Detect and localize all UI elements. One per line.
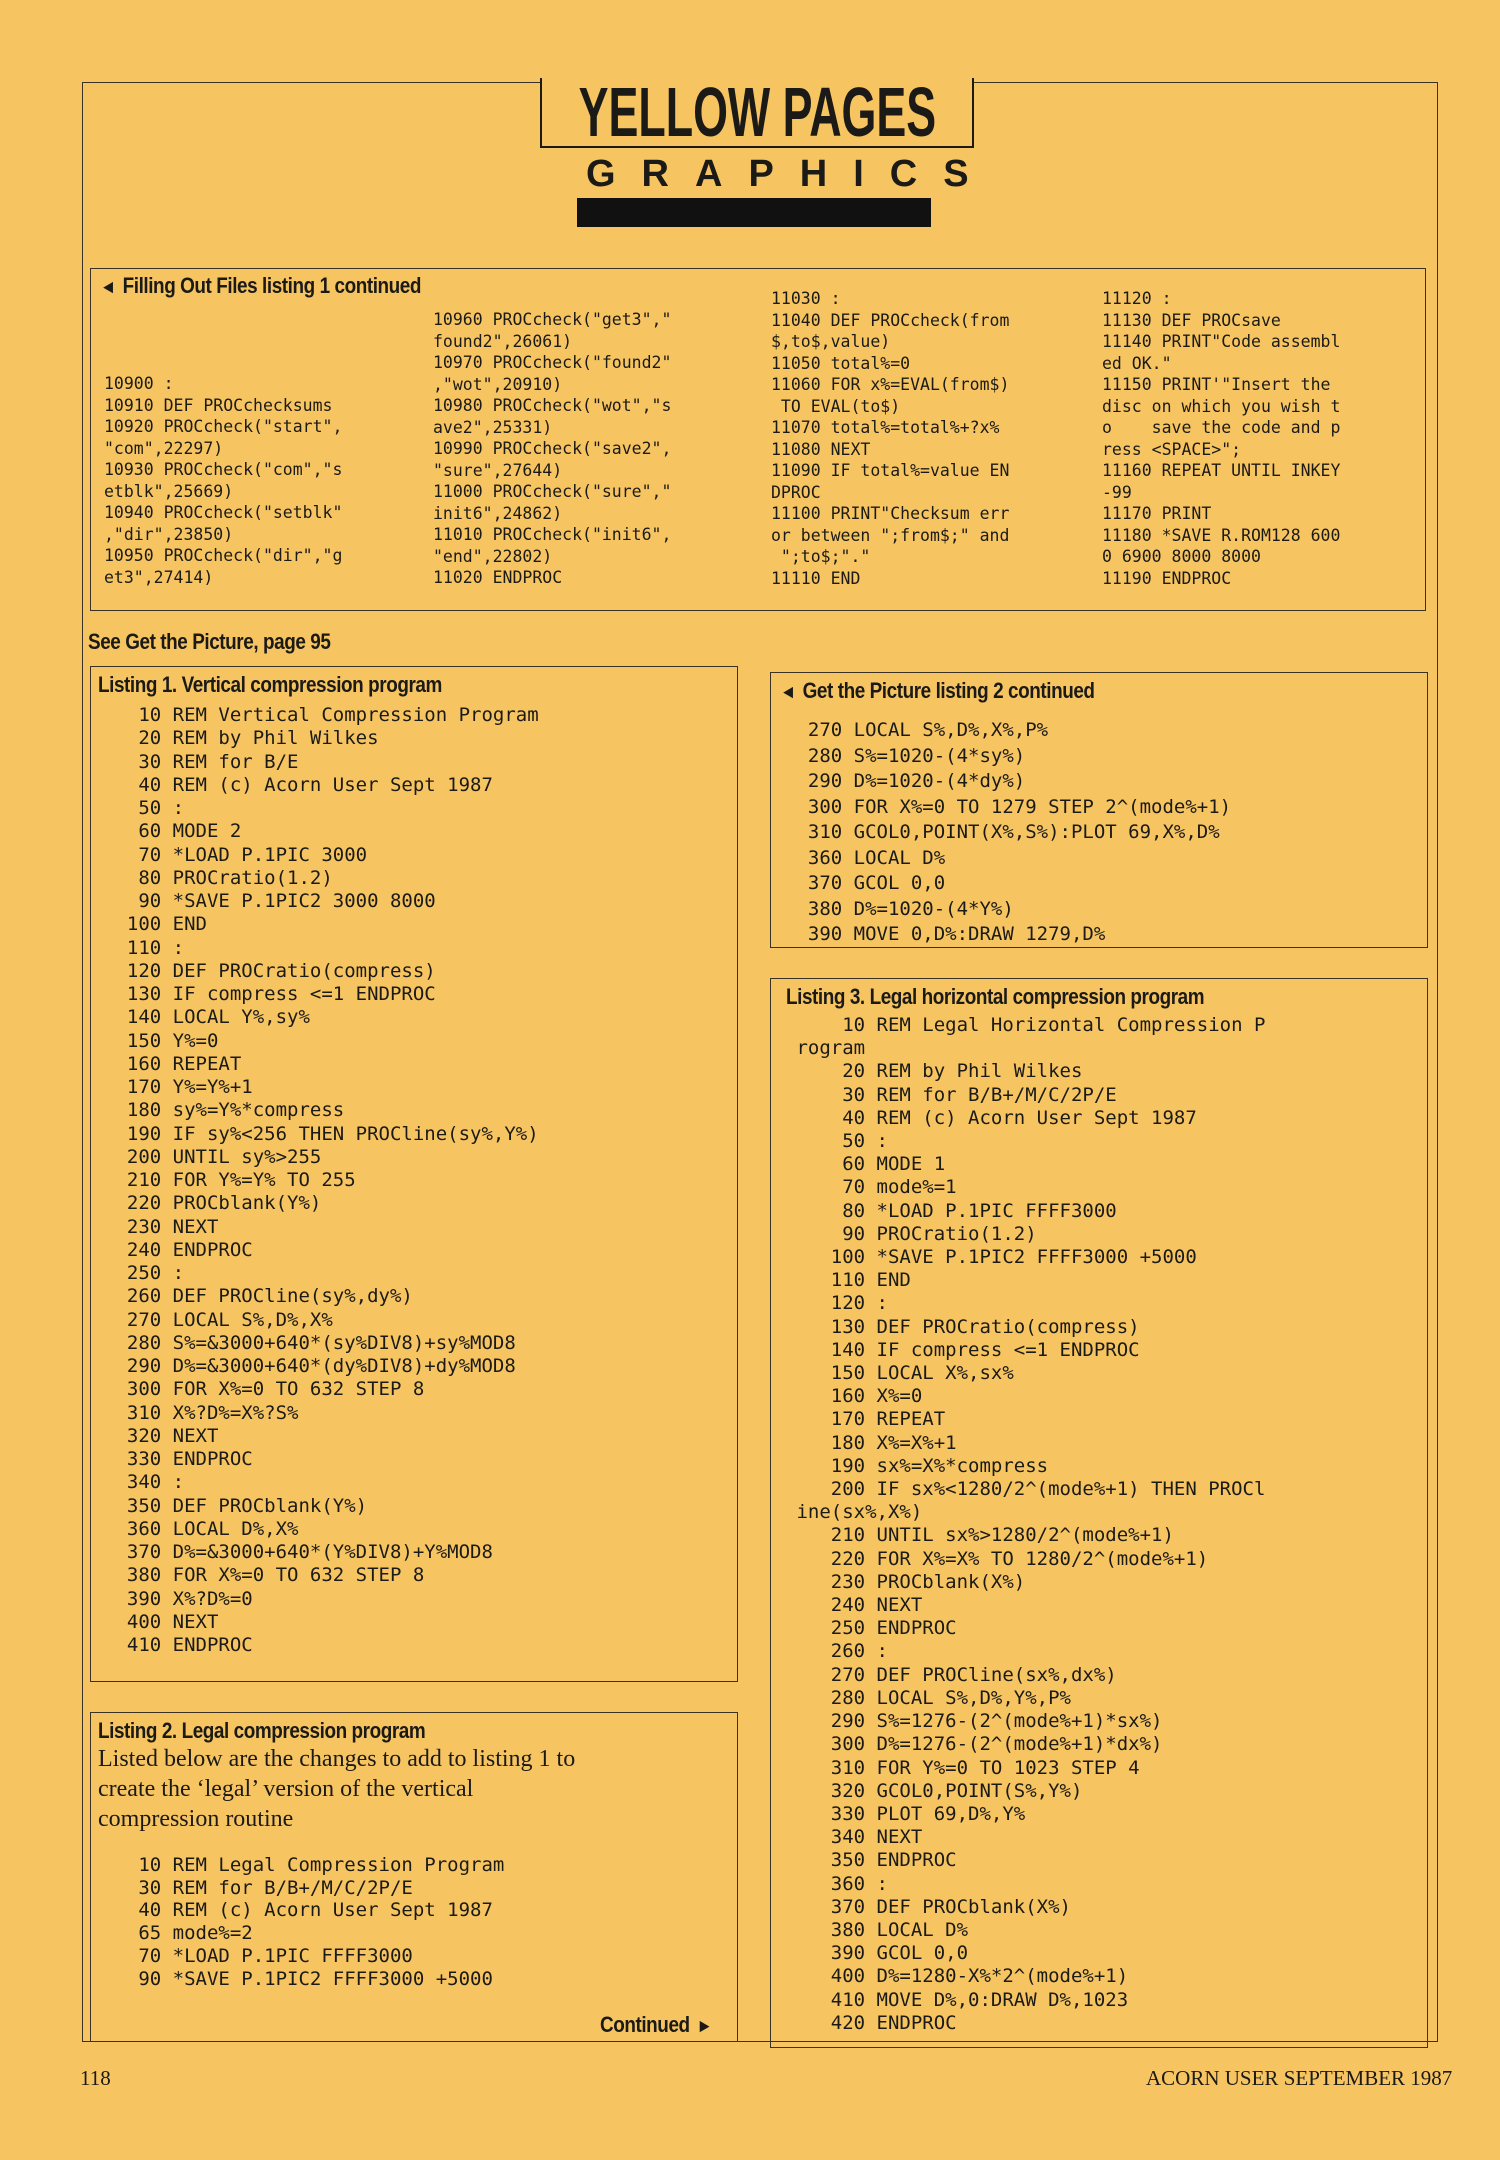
- listing1-code: 10 REM Vertical Compression Program 20 REM by Phil Wilkes 30 REM for B/E 40 REM (c) Acorn User Sept 1987 50 : 60 MODE 2 70 *LOAD P.1PIC 3000 80 PROCratio(1.2) 90 *SAVE P.1PIC2 3000 8000 100 END 110 : 120 DEF PROCratio(compress) 130 IF compress <=1 ENDPROC 140 LOCAL Y%,sy% 150 Y%=0 160 REPEAT 170 Y%=Y%+1 180 sy%=Y%*compress 190 IF sy%<256 THEN PROCline(sy%,Y%) 200 UNTIL sy%>255 210 FOR Y%=Y% TO 255 220 PROCblank(Y%) 230 NEXT 240 ENDPROC 250 : 260 DEF PROCline(sy%,dy%) 270 LOCAL S%,D%,X% 280 S%=&3000+640*(sy%DIV8)+sy%MOD8 290 D%=&3000+640*(dy%DIV8)+dy%MOD8 300 FOR X%=0 TO 632 STEP 8 310 X%?D%=X%?S% 320 NEXT 330 ENDPROC 340 : 350 DEF PROCblank(Y%) 360 LOCAL D%,X% 370 D%=&3000+640*(Y%DIV8)+Y%MOD8 380 FOR X%=0 TO 632 STEP 8 390 X%?D%=0 400 NEXT 410 ENDPROC: [126, 704, 539, 1656]
- picture-listing2-heading: ◄ Get the Picture listing 2 continued: [780, 678, 1095, 704]
- listing2-heading: Listing 2. Legal compression program: [98, 1718, 426, 1743]
- publication-footer: ACORN USER SEPTEMBER 1987: [1146, 2066, 1453, 2090]
- title-bar: [577, 198, 931, 227]
- picture-listing2-code: 270 LOCAL S%,D%,X%,P% 280 S%=1020-(4*sy%) 290 D%=1020-(4*dy%) 300 FOR X%=0 TO 1279 STEP 2^(mode%+1) 310 GCOL0,POINT(X%,S%):PLOT 69,X%,D% 360 LOCAL D% 370 GCOL 0,0 380 D%=1020-(4*Y%) 390 MOVE 0,D%:DRAW 1279,D%: [807, 719, 1232, 945]
- page-title: YELLOW PAGES: [578, 78, 936, 148]
- listing2-code: 10 REM Legal Compression Program 30 REM for B/B+/M/C/2P/E 40 REM (c) Acorn User Sept 1987 65 mode%=2 70 *LOAD P.1PIC FFFF3000 90 *SAVE P.1PIC2 FFFF3000 +5000: [138, 1854, 505, 1990]
- filling-code-col1: 10900 : 10910 DEF PROCchecksums 10920 PROCcheck("start", "com",22297) 10930 PROCcheck("com","s etblk",25669) 10940 PROCcheck("setblk" ,"dir",23850) 10950 PROCcheck("dir","g et3",27414): [104, 374, 343, 587]
- continued-link[interactable]: Continued ►: [600, 2012, 712, 2038]
- listing1-heading: Listing 1. Vertical compression program: [98, 672, 442, 697]
- see-also-reference: See Get the Picture, page 95: [88, 629, 331, 654]
- listing3-code: 10 REM Legal Horizontal Compression P rogram 20 REM by Phil Wilkes 30 REM for B/B+/M/C/2P/E 40 REM (c) Acorn User Sept 1987 50 : 60 MODE 1 70 mode%=1 80 *LOAD P.1PIC FFFF3000 90 PROCratio(1.2) 100 *SAVE P.1PIC2 FFFF3000 +5000 110 END 120 : 130 DEF PROCratio(compress) 140 IF compress <=1 ENDPROC 150 LOCAL X%,sx% 160 X%=0 170 REPEAT 180 X%=X%+1 190 sx%=X%*compress 200 IF sx%<1280/2^(mode%+1) THEN PROCl ine(sx%,X%) 210 UNTIL sx%>1280/2^(mode%+1) 220 FOR X%=X% TO 1280/2^(mode%+1) 230 PROCblank(X%) 240 NEXT 250 ENDPROC 260 : 270 DEF PROCline(sx%,dx%) 280 LOCAL S%,D%,Y%,P% 290 S%=1276-(2^(mode%+1)*sx%) 300 D%=1276-(2^(mode%+1)*dx%) 310 FOR Y%=0 TO 1023 STEP 4 320 GCOL0,POINT(S%,Y%) 330 PLOT 69,D%,Y% 340 NEXT 350 ENDPROC 360 : 370 DEF PROCblank(X%) 380 LOCAL D% 390 GCOL 0,0 400 D%=1280-X%*2^(mode%+1) 410 MOVE D%,0:DRAW D%,1023 420 ENDPROC: [796, 1014, 1266, 2034]
- filling-code-col4: 11120 : 11130 DEF PROCsave 11140 PRINT"Code assembl ed OK." 11150 PRINT'"Insert the disc on which you wish t o save the code and p ress <SPACE>"; 11160 REPEAT UNTIL INKEY -99 11170 PRINT 11180 *SAVE R.ROM128 600 0 6900 8000 8000 11190 ENDPROC: [1102, 289, 1341, 588]
- listing3-heading: Listing 3. Legal horizontal compression program: [786, 984, 1205, 1009]
- filling-code-col2: 10960 PROCcheck("get3"," found2",26061) 10970 PROCcheck("found2" ,"wot",20910) 10980 PROCcheck("wot","s ave2",25331) 10990 PROCcheck("save2", "sure",27644) 11000 PROCcheck("sure"," init6",24862) 11010 PROCcheck("init6", "end",22802) 11020 ENDPROC: [433, 310, 672, 587]
- filling-heading: ◄ Filling Out Files listing 1 continued: [100, 273, 421, 299]
- page-number: 118: [80, 2066, 111, 2090]
- listing2-intro: Listed below are the changes to add to listing 1 to create the ‘legal’ version of the vertical compression routine: [98, 1746, 576, 1832]
- filling-code-col3: 11030 : 11040 DEF PROCcheck(from $,to$,value) 11050 total%=0 11060 FOR x%=EVAL(from$) TO EVAL(to$) 11070 total%=total%+?x% 11080 NEXT 11090 IF total%=value EN DPROC 11100 PRINT"Checksum err or between ";from$;" and ";to$;"." 11110 END: [771, 289, 1010, 588]
- section-subtitle: GRAPHICS: [586, 153, 995, 195]
- section-title-box: [540, 78, 974, 148]
